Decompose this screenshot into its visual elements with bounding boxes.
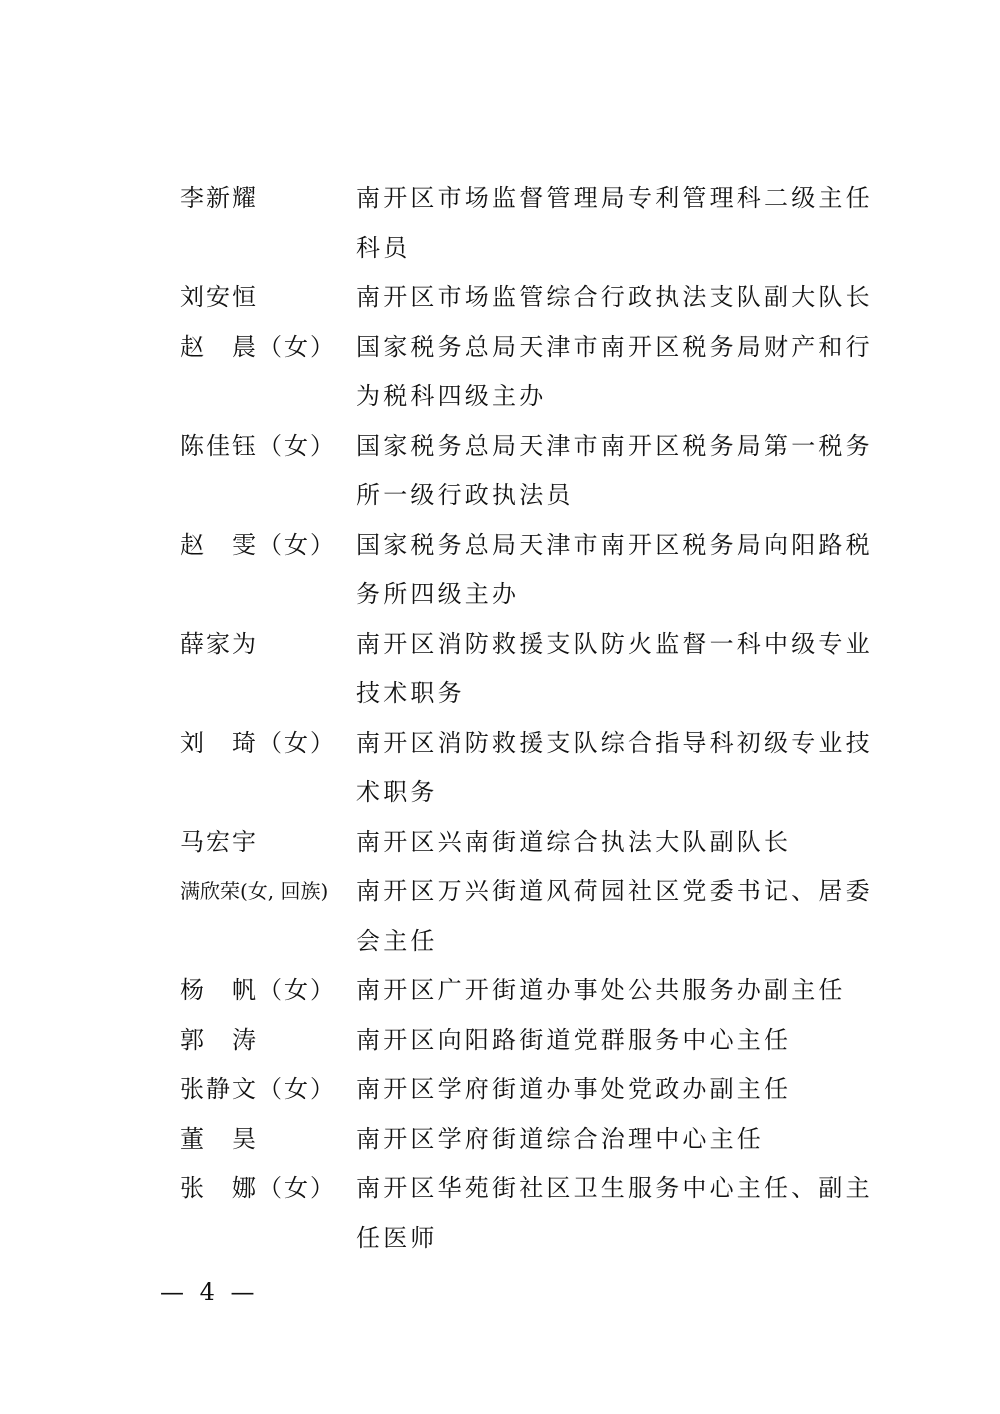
person-position: 南开区向阳路街道党群服务中心主任 [356,1025,792,1054]
person-position: 南开区广开街道办事处公共服务办副主任 [356,976,846,1004]
list-item [180,323,880,422]
list-item [180,422,880,521]
list-item [180,174,880,273]
list-item [180,1115,880,1165]
person-position: 南开区学府街道综合治理中心主任 [356,1124,764,1153]
person-position: 南开区华苑街社区卫生服务中心主任、副主任医师 [356,1174,873,1252]
list-item [180,620,880,719]
person-position: 南开区消防救援支队防火监督一科中级专业技术职务 [356,629,873,707]
person-name: 李新耀 [180,184,258,212]
list-item [180,818,880,868]
award-list [180,174,880,1263]
person-name: 张静文（女） [180,1075,336,1103]
page-number: — 4 — [160,1278,259,1306]
person-position: 国家税务总局天津市南开区税务局向阳路税务所四级主办 [356,530,873,608]
person-position: 南开区市场监管综合行政执法支队副大队长 [356,283,873,311]
list-item [180,966,880,1016]
person-name: 刘 琦（女） [180,728,336,757]
list-item [180,1065,880,1115]
person-name: 薛家为 [180,629,258,658]
list-item [180,521,880,620]
person-position: 南开区消防救援支队综合指导科初级专业技术职务 [356,728,873,806]
list-item [180,273,880,323]
person-name: 满欣荣(女, 回族) [180,879,329,903]
list-item [180,719,880,818]
person-name: 陈佳钰（女） [180,431,336,460]
person-name: 郭 涛 [180,1025,258,1054]
person-name: 赵 雯（女） [180,530,336,559]
person-name: 董 昊 [180,1124,258,1153]
person-name: 刘安恒 [180,283,258,311]
list-item [180,1016,880,1066]
list-item [180,1164,880,1263]
person-position: 南开区学府街道办事处党政办副主任 [356,1075,792,1103]
person-name: 杨 帆（女） [180,976,336,1004]
person-position: 国家税务总局天津市南开区税务局财产和行为税科四级主办 [356,332,873,410]
person-position: 国家税务总局天津市南开区税务局第一税务所一级行政执法员 [356,431,873,509]
person-position: 南开区市场监督管理局专利管理科二级主任科员 [356,184,873,262]
person-name: 张 娜（女） [180,1174,336,1202]
person-position: 南开区兴南街道综合执法大队副队长 [356,827,792,856]
list-item [180,867,880,966]
person-name: 马宏宇 [180,827,258,856]
person-name: 赵 晨（女） [180,332,336,361]
person-position: 南开区万兴街道风荷园社区党委书记、居委会主任 [356,877,873,955]
